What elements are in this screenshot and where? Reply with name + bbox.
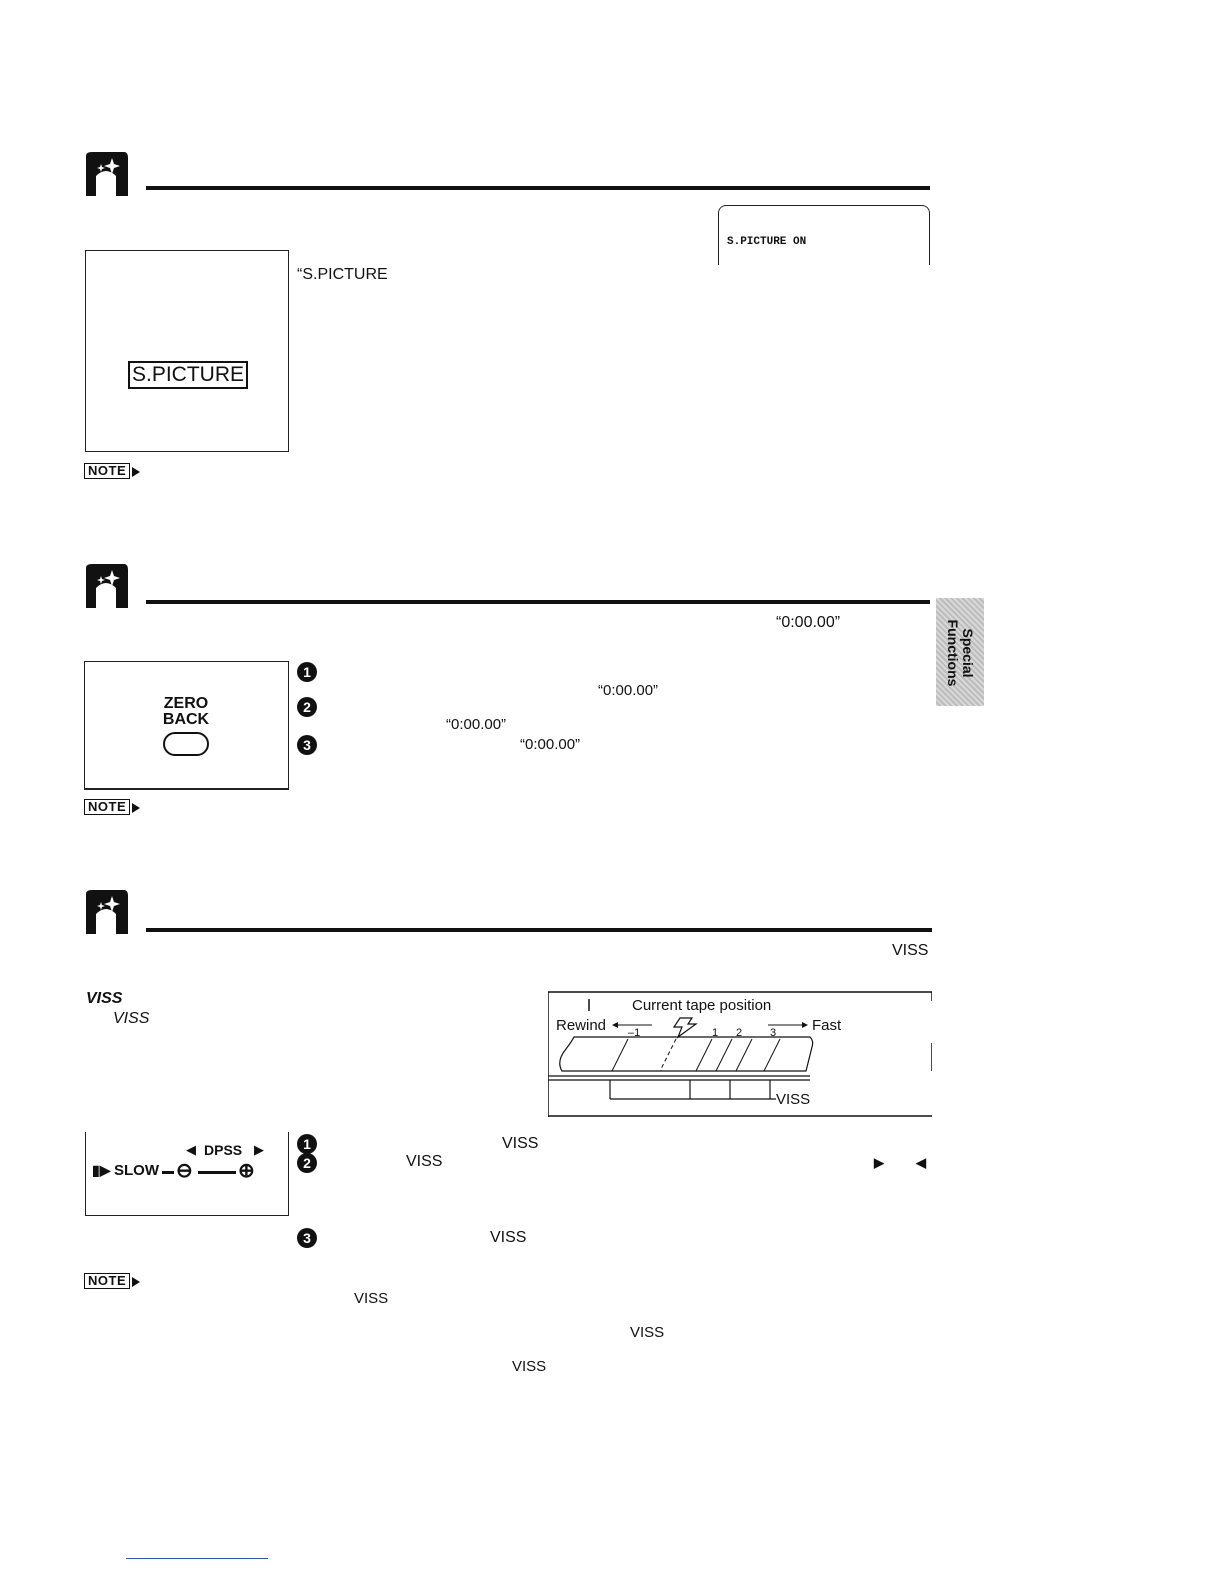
arrow-icon bbox=[132, 467, 140, 477]
step-number: 2 bbox=[297, 697, 317, 717]
fast-label: Fast bbox=[812, 1017, 842, 1034]
note-badge bbox=[84, 1273, 140, 1289]
arrow-icon bbox=[132, 1277, 140, 1287]
dash-line bbox=[198, 1171, 236, 1174]
step1-viss: VISS bbox=[502, 1135, 539, 1152]
tick-label: –1 bbox=[628, 1027, 641, 1039]
section-icon bbox=[84, 150, 130, 196]
zero-back-button[interactable] bbox=[163, 732, 209, 756]
step-number: 2 bbox=[297, 1153, 317, 1173]
forward-button-icon: ▶ bbox=[874, 1155, 884, 1170]
rewind-button-icon: ◀ bbox=[916, 1155, 926, 1170]
s-picture-quote: “S.PICTURE bbox=[297, 266, 388, 283]
side-tab-text bbox=[945, 597, 975, 709]
note-label: NOTE bbox=[84, 463, 130, 479]
dpss-label: DPSS bbox=[204, 1142, 243, 1158]
intro-viss: VISS bbox=[892, 942, 929, 959]
current-tape-label: Current tape position bbox=[632, 997, 772, 1014]
zero-back-panel bbox=[84, 661, 289, 789]
zero-back-line2: BACK bbox=[162, 711, 210, 728]
osd-screen bbox=[718, 205, 930, 265]
arrow-icon bbox=[132, 803, 140, 813]
viss-italic: VISS bbox=[113, 1010, 150, 1027]
note-badge bbox=[84, 463, 140, 479]
note-badge bbox=[84, 799, 140, 815]
tick-label: 2 bbox=[736, 1027, 743, 1039]
dpss-panel bbox=[85, 1132, 289, 1216]
footer-rule bbox=[126, 1558, 268, 1559]
step2-counter: “0:00.00” bbox=[446, 716, 507, 733]
dash-line bbox=[162, 1171, 174, 1174]
tick-label: 1 bbox=[712, 1027, 719, 1039]
step1-counter: “0:00.00” bbox=[598, 682, 659, 699]
zero-back-panel-bottom bbox=[84, 788, 289, 790]
step2-viss: VISS bbox=[406, 1153, 443, 1170]
side-tab bbox=[936, 598, 984, 706]
section-rule bbox=[146, 600, 930, 604]
note-label: NOTE bbox=[84, 1273, 130, 1289]
plus-button[interactable]: ⊕ bbox=[238, 1160, 255, 1182]
section-rule bbox=[146, 928, 932, 932]
step-number: 1 bbox=[297, 1134, 317, 1154]
viss-mark-label: VISS bbox=[776, 1091, 811, 1108]
section-icon bbox=[84, 888, 130, 934]
note-viss: VISS bbox=[354, 1290, 389, 1307]
section-rule bbox=[146, 186, 930, 190]
rewind-search-icon: ◀ bbox=[186, 1142, 196, 1157]
osd-text: S.PICTURE ON bbox=[727, 236, 807, 248]
step3-counter: “0:00.00” bbox=[520, 736, 581, 753]
forward-search-icon: ▶ bbox=[254, 1142, 264, 1157]
step3-viss: VISS bbox=[490, 1229, 527, 1246]
step-number: 3 bbox=[297, 735, 317, 755]
step-number: 1 bbox=[297, 662, 317, 682]
button-panel bbox=[85, 250, 289, 452]
note-viss: VISS bbox=[512, 1358, 547, 1375]
note-label: NOTE bbox=[84, 799, 130, 815]
viss-heading: VISS bbox=[86, 990, 123, 1007]
note-viss: VISS bbox=[630, 1324, 665, 1341]
side-tab-line1: Special bbox=[960, 628, 976, 678]
slow-label: SLOW bbox=[114, 1162, 159, 1179]
tick-label: 3 bbox=[770, 1027, 777, 1039]
zero-back-label bbox=[85, 696, 287, 728]
step-number: 3 bbox=[297, 1228, 317, 1248]
side-tab-line2: Functions bbox=[945, 619, 961, 687]
minus-button[interactable]: ⊖ bbox=[176, 1160, 193, 1182]
s-picture-button[interactable]: S.PICTURE bbox=[128, 361, 248, 389]
rewind-label: Rewind bbox=[556, 1017, 607, 1034]
section-icon bbox=[84, 562, 130, 608]
intro-counter: “0:00.00” bbox=[776, 614, 841, 631]
viss-diagram bbox=[548, 991, 932, 1117]
zero-back-line1: ZERO bbox=[163, 695, 209, 712]
play-slow-icon: ▮▶ bbox=[92, 1162, 111, 1178]
